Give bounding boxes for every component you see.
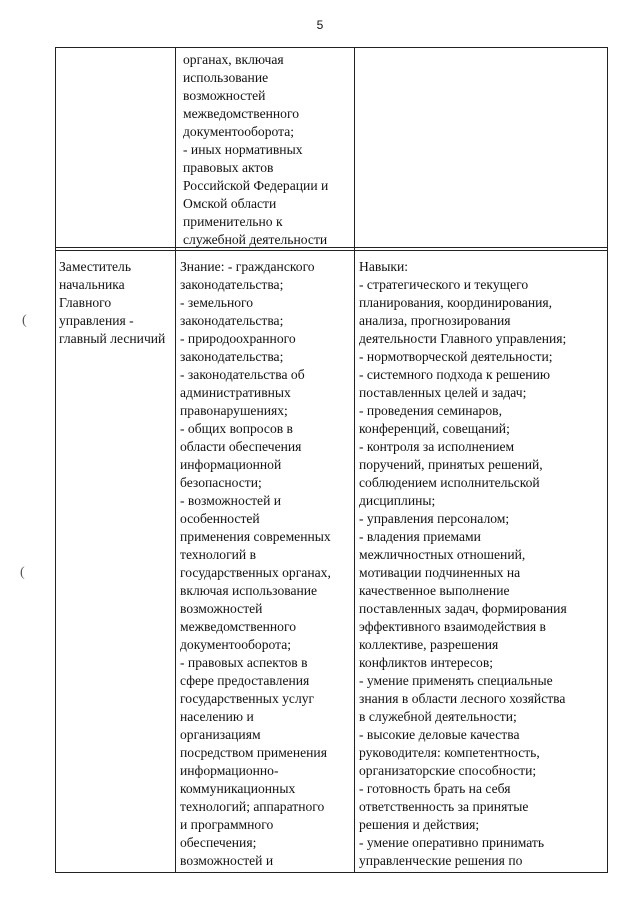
text-line: дисциплины; <box>359 493 436 508</box>
text-line: - правовых аспектов в <box>180 655 308 670</box>
text-line: главный лесничий <box>59 331 166 346</box>
text-line: Главного <box>59 295 112 310</box>
text-line: информационной <box>180 457 282 472</box>
text-line: - управления персоналом; <box>359 511 510 526</box>
text-line: - возможностей и <box>180 493 282 508</box>
text-line: - природоохранного <box>180 331 296 346</box>
text-line: коллективе, разрешения <box>359 637 499 652</box>
text-line: возможностей <box>183 88 266 103</box>
text-line: законодательства; <box>180 313 284 328</box>
text-line: поставленных задач, формирования <box>359 601 567 616</box>
text-line: включая использование <box>180 583 318 598</box>
text-line: - умение применять специальные <box>359 673 553 688</box>
text-line: ответственность за принятые <box>359 799 529 814</box>
text-line: соблюдением исполнительской <box>359 475 540 490</box>
text-line: Российской Федерации и <box>183 178 329 193</box>
text-line: коммуникационных <box>180 781 296 796</box>
text-line: Знание: - гражданского <box>180 259 315 274</box>
text-line: государственных органах, <box>180 565 331 580</box>
text-line: области обеспечения <box>180 439 302 454</box>
margin-mark: ( <box>22 313 27 328</box>
text-line: законодательства; <box>180 277 284 292</box>
text-line: управления - <box>59 313 134 328</box>
skills-cell <box>359 258 609 870</box>
text-line: населению и <box>180 709 254 724</box>
text-line: - законодательства об <box>180 367 305 382</box>
text-line: руководителя: компетентность, <box>359 745 540 760</box>
text-line: - общих вопросов в <box>180 421 293 436</box>
text-line: безопасности; <box>180 475 262 490</box>
text-line: знания в области лесного хозяйства <box>359 691 566 706</box>
text-line: качественное выполнение <box>359 583 510 598</box>
text-line: использование <box>183 70 269 85</box>
text-line: - земельного <box>180 295 254 310</box>
text-line: межличностных отношений, <box>359 547 526 562</box>
text-line: межведомственного <box>183 106 300 121</box>
text-line: конфликтов интересов; <box>359 655 494 670</box>
text-line: - стратегического и текущего <box>359 277 529 292</box>
text-line: - нормотворческой деятельности; <box>359 349 553 364</box>
text-line: - умение оперативно принимать <box>359 835 545 850</box>
text-line: - иных нормативных <box>183 142 303 157</box>
text-line: мотивации подчиненных на <box>359 565 521 580</box>
text-line: Омской области <box>183 196 277 211</box>
text-line: поручений, принятых решений, <box>359 457 543 472</box>
text-line: государственных услуг <box>180 691 315 706</box>
text-line: решения и действия; <box>359 817 480 832</box>
text-line: органах, включая <box>183 52 284 67</box>
text-line: Навыки: <box>359 259 409 274</box>
text-line: анализа, прогнозирования <box>359 313 511 328</box>
row-divider <box>56 250 607 251</box>
text-line: организаторские способности; <box>359 763 537 778</box>
text-line: применения современных <box>180 529 331 544</box>
continued-knowledge-cell <box>183 51 353 249</box>
page-number: 5 <box>316 18 324 32</box>
text-line: документооборота; <box>183 124 295 139</box>
text-line: информационно- <box>180 763 279 778</box>
text-line: Заместитель <box>59 259 132 274</box>
text-line: - высокие деловые качества <box>359 727 520 742</box>
text-line: поставленных целей и задач; <box>359 385 527 400</box>
text-line: применительно к <box>183 214 283 229</box>
text-line: - контроля за исполнением <box>359 439 515 454</box>
text-line: посредством применения <box>180 745 327 760</box>
text-line: в служебной деятельности; <box>359 709 517 724</box>
text-line: организациям <box>180 727 261 742</box>
knowledge-cell <box>180 258 354 870</box>
qualification-table <box>55 47 608 873</box>
text-line: эффективного взаимодействия в <box>359 619 546 634</box>
text-line: и программного <box>180 817 274 832</box>
text-line: административных <box>180 385 291 400</box>
text-line: деятельности Главного управления; <box>359 331 567 346</box>
text-line: особенностей <box>180 511 260 526</box>
text-line: документооборота; <box>180 637 292 652</box>
text-line: - системного подхода к решению <box>359 367 551 382</box>
text-line: - владения приемами <box>359 529 481 544</box>
text-line: планирования, координирования, <box>359 295 553 310</box>
text-line: - готовность брать на себя <box>359 781 511 796</box>
text-line: начальника <box>59 277 125 292</box>
text-line: - проведения семинаров, <box>359 403 502 418</box>
text-line: правонарушениях; <box>180 403 288 418</box>
text-line: сфере предоставления <box>180 673 310 688</box>
text-line: служебной деятельности <box>183 232 328 247</box>
column-divider <box>354 48 355 872</box>
text-line: обеспечения; <box>180 835 257 850</box>
text-line: возможностей и <box>180 853 274 868</box>
text-line: технологий в <box>180 547 257 562</box>
text-line: межведомственного <box>180 619 297 634</box>
text-line: возможностей <box>180 601 263 616</box>
position-title-cell <box>59 258 177 348</box>
text-line: законодательства; <box>180 349 284 364</box>
text-line: конференций, совещаний; <box>359 421 510 436</box>
margin-mark: ( <box>20 565 25 580</box>
text-line: технологий; аппаратного <box>180 799 325 814</box>
column-divider <box>175 48 176 872</box>
text-line: правовых актов <box>183 160 274 175</box>
text-line: управленческие решения по <box>359 853 523 868</box>
